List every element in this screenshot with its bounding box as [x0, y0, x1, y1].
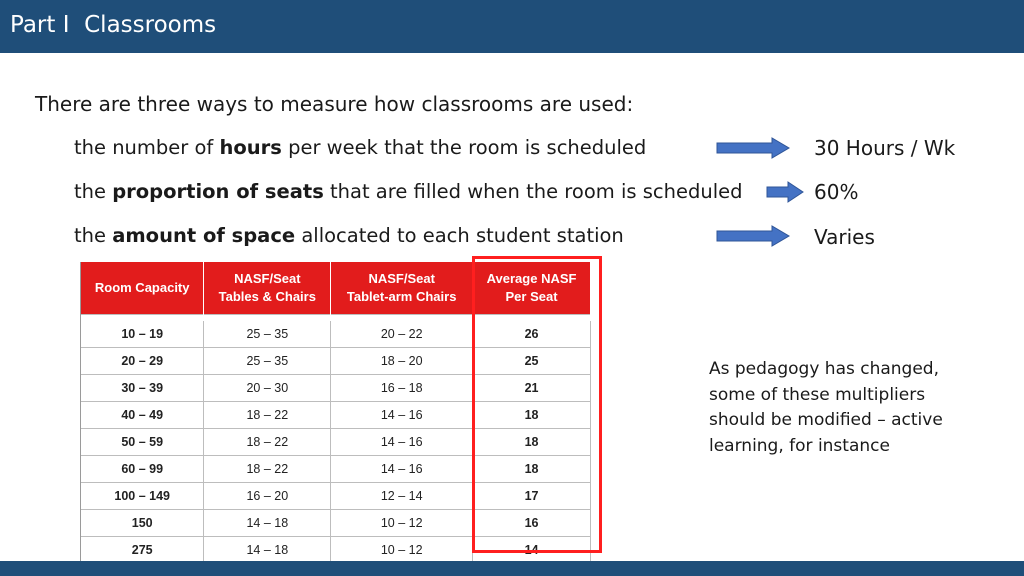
cell-capacity: 275 — [81, 537, 204, 564]
measure-text-bold: amount of space — [112, 224, 296, 247]
cell-average: 18 — [473, 456, 591, 483]
right-arrow-icon — [716, 225, 790, 247]
right-arrow-icon — [766, 181, 804, 203]
cell-average: 17 — [473, 483, 591, 510]
cell-tables: 16 – 20 — [204, 483, 331, 510]
measure-hours-line — [74, 136, 646, 159]
header-text-line1: NASF/Seat — [368, 271, 435, 286]
average-column-highlight-box — [472, 256, 602, 553]
measure-seats-line — [74, 180, 742, 203]
cell-tablet: 16 – 18 — [331, 375, 473, 402]
cell-capacity: 40 – 49 — [81, 402, 204, 429]
header-text-line2: Tables & Chairs — [218, 289, 316, 304]
cell-tables: 25 – 35 — [204, 321, 331, 348]
header-text: Room Capacity — [94, 280, 190, 295]
cell-capacity: 30 – 39 — [81, 375, 204, 402]
cell-capacity: 50 – 59 — [81, 429, 204, 456]
intro-text: There are three ways to measure how classrooms are used: — [35, 92, 634, 116]
cell-capacity: 10 – 19 — [81, 321, 204, 348]
cell-tablet: 10 – 12 — [331, 510, 473, 537]
cell-tablet: 20 – 22 — [331, 321, 473, 348]
header-text-line1: NASF/Seat — [234, 271, 301, 286]
footer-bar — [0, 561, 1024, 576]
seats-result: 60% — [814, 180, 859, 204]
cell-average: 18 — [473, 402, 591, 429]
cell-average: 14 — [473, 537, 591, 564]
column-header-room-capacity — [81, 262, 204, 315]
measure-text-pre: the — [74, 180, 113, 203]
cell-average: 21 — [473, 375, 591, 402]
measure-space-line — [74, 224, 624, 247]
cell-tablet: 14 – 16 — [331, 429, 473, 456]
header-bar — [0, 0, 1024, 53]
header-text-line1: Average NASF — [486, 271, 577, 286]
cell-tablet: 14 – 16 — [331, 402, 473, 429]
measure-text-pre: the number of — [74, 136, 220, 159]
hours-result: 30 Hours / Wk — [814, 136, 956, 160]
measure-text-post: per week that the room is scheduled — [281, 136, 647, 159]
cell-average: 25 — [473, 348, 591, 375]
cell-tables: 20 – 30 — [204, 375, 331, 402]
right-arrow-icon — [716, 137, 790, 159]
column-header-tables-chairs — [204, 262, 331, 315]
cell-capacity: 20 – 29 — [81, 348, 204, 375]
cell-tables: 14 – 18 — [204, 510, 331, 537]
page-title: Part I Classrooms — [10, 12, 217, 38]
cell-tables: 18 – 22 — [204, 429, 331, 456]
cell-tablet: 18 – 20 — [331, 348, 473, 375]
measure-text-bold: hours — [219, 136, 282, 159]
measure-text-post: allocated to each student station — [295, 224, 624, 247]
cell-tables: 25 – 35 — [204, 348, 331, 375]
space-result: Varies — [814, 225, 875, 249]
cell-capacity: 60 – 99 — [81, 456, 204, 483]
cell-tables: 18 – 22 — [204, 456, 331, 483]
cell-tablet: 12 – 14 — [331, 483, 473, 510]
measure-text-post: that are filled when the room is scheduled — [323, 180, 743, 203]
cell-capacity: 100 – 149 — [81, 483, 204, 510]
measure-text-bold: proportion of seats — [112, 180, 324, 203]
measure-text-pre: the — [74, 224, 113, 247]
cell-tablet: 10 – 12 — [331, 537, 473, 564]
cell-average: 16 — [473, 510, 591, 537]
cell-average: 18 — [473, 429, 591, 456]
header-text-line2: Tablet-arm Chairs — [346, 289, 457, 304]
pedagogy-note: As pedagogy has changed, some of these multipliers should be modified – active learning, for instance — [709, 359, 943, 456]
cell-tables: 18 – 22 — [204, 402, 331, 429]
cell-tablet: 14 – 16 — [331, 456, 473, 483]
header-text-line2: Per Seat — [505, 289, 558, 304]
column-header-tablet-arm-chairs — [331, 262, 473, 315]
cell-average: 26 — [473, 321, 591, 348]
cell-capacity: 150 — [81, 510, 204, 537]
cell-tables: 14 – 18 — [204, 537, 331, 564]
